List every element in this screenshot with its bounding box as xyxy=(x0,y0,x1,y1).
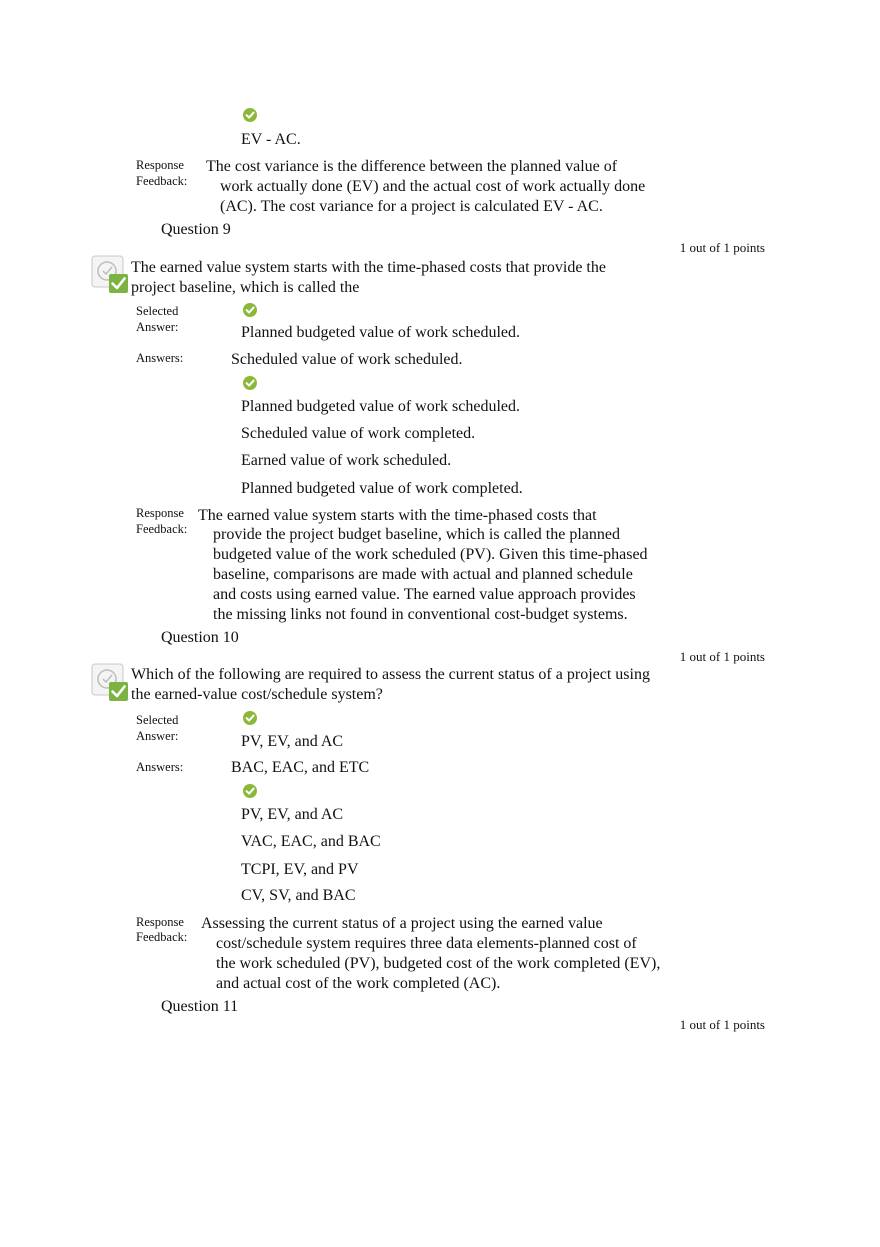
feedback-line: (AC). The cost variance for a project is calculated EV - AC. xyxy=(220,198,603,215)
selected-label: Selected xyxy=(136,304,179,318)
feedback-label-feedback: Feedback: xyxy=(136,930,188,944)
answer-option: VAC, EAC, and BAC xyxy=(241,833,381,850)
question-10-text-line: the earned-value cost/schedule system? xyxy=(131,686,383,703)
selected-label: Selected xyxy=(136,713,179,727)
answer-option-correct: Planned budgeted value of work scheduled. xyxy=(241,398,521,415)
question-10-title: Question 10 xyxy=(161,629,239,646)
feedback-label-response: Response xyxy=(136,506,184,520)
correct-check-icon xyxy=(243,303,257,317)
question-11-points: 1 out of 1 points xyxy=(679,1017,765,1032)
feedback-line: the work scheduled (PV), budgeted cost of the work completed (EV), xyxy=(216,955,661,972)
feedback-label-response: Response xyxy=(136,915,184,929)
correct-check-icon xyxy=(243,108,257,122)
answer-option: CV, SV, and BAC xyxy=(241,887,356,904)
answer-option: Earned value of work scheduled. xyxy=(241,452,452,469)
correct-check-icon xyxy=(243,711,257,725)
correct-question-icon xyxy=(91,663,131,703)
question-11-title: Question 11 xyxy=(161,998,239,1015)
answer-option-correct: PV, EV, and AC xyxy=(241,806,344,823)
question-9-text-line: The earned value system starts with the time-phased costs that provide the xyxy=(131,259,606,276)
feedback-line: baseline, comparisons are made with actual and planned schedule xyxy=(213,566,633,583)
selected-answer-text: PV, EV, and AC xyxy=(241,733,344,750)
question-9-text-line: project baseline, which is called the xyxy=(131,279,360,296)
correct-answer-text: EV - AC. xyxy=(241,131,301,148)
feedback-line: The cost variance is the difference between the planned value of xyxy=(206,158,618,175)
feedback-line: budgeted value of the work scheduled (PV). Given this time-phased xyxy=(213,546,648,563)
correct-check-icon xyxy=(243,784,257,798)
feedback-line: work actually done (EV) and the actual cost of work actually done xyxy=(220,178,646,195)
question-9-points: 1 out of 1 points xyxy=(679,240,765,255)
answer-option: BAC, EAC, and ETC xyxy=(231,759,370,776)
question-10-points: 1 out of 1 points xyxy=(679,649,765,664)
feedback-label-feedback: Feedback: xyxy=(136,522,188,536)
question-9-title: Question 9 xyxy=(161,221,231,238)
question-10-text-line: Which of the following are required to assess the current status of a project using xyxy=(131,666,650,683)
answer-label: Answer: xyxy=(136,320,179,334)
feedback-line: provide the project budget baseline, which is called the planned xyxy=(213,526,620,543)
feedback-line: cost/schedule system requires three data elements-planned cost of xyxy=(216,935,637,952)
answers-label: Answers: xyxy=(136,760,184,774)
selected-answer-text: Planned budgeted value of work scheduled. xyxy=(241,324,521,341)
feedback-label-feedback: Feedback: xyxy=(136,174,188,188)
answer-label: Answer: xyxy=(136,729,179,743)
answer-option: TCPI, EV, and PV xyxy=(241,861,359,878)
feedback-line: and actual cost of the work completed (AC). xyxy=(216,975,501,992)
feedback-line: Assessing the current status of a project using the earned value xyxy=(201,915,603,932)
answer-option: Scheduled value of work completed. xyxy=(241,425,476,442)
feedback-line: and costs using earned value. The earned value approach provides xyxy=(213,586,636,603)
feedback-label-response: Response xyxy=(136,158,184,172)
feedback-line: the missing links not found in conventional cost-budget systems. xyxy=(213,606,628,623)
correct-check-icon xyxy=(243,376,257,390)
feedback-line: The earned value system starts with the time-phased costs that xyxy=(198,507,597,524)
answer-option: Planned budgeted value of work completed. xyxy=(241,480,523,497)
correct-question-icon xyxy=(91,255,131,295)
answers-label: Answers: xyxy=(136,351,184,365)
answer-option: Scheduled value of work scheduled. xyxy=(231,351,463,368)
